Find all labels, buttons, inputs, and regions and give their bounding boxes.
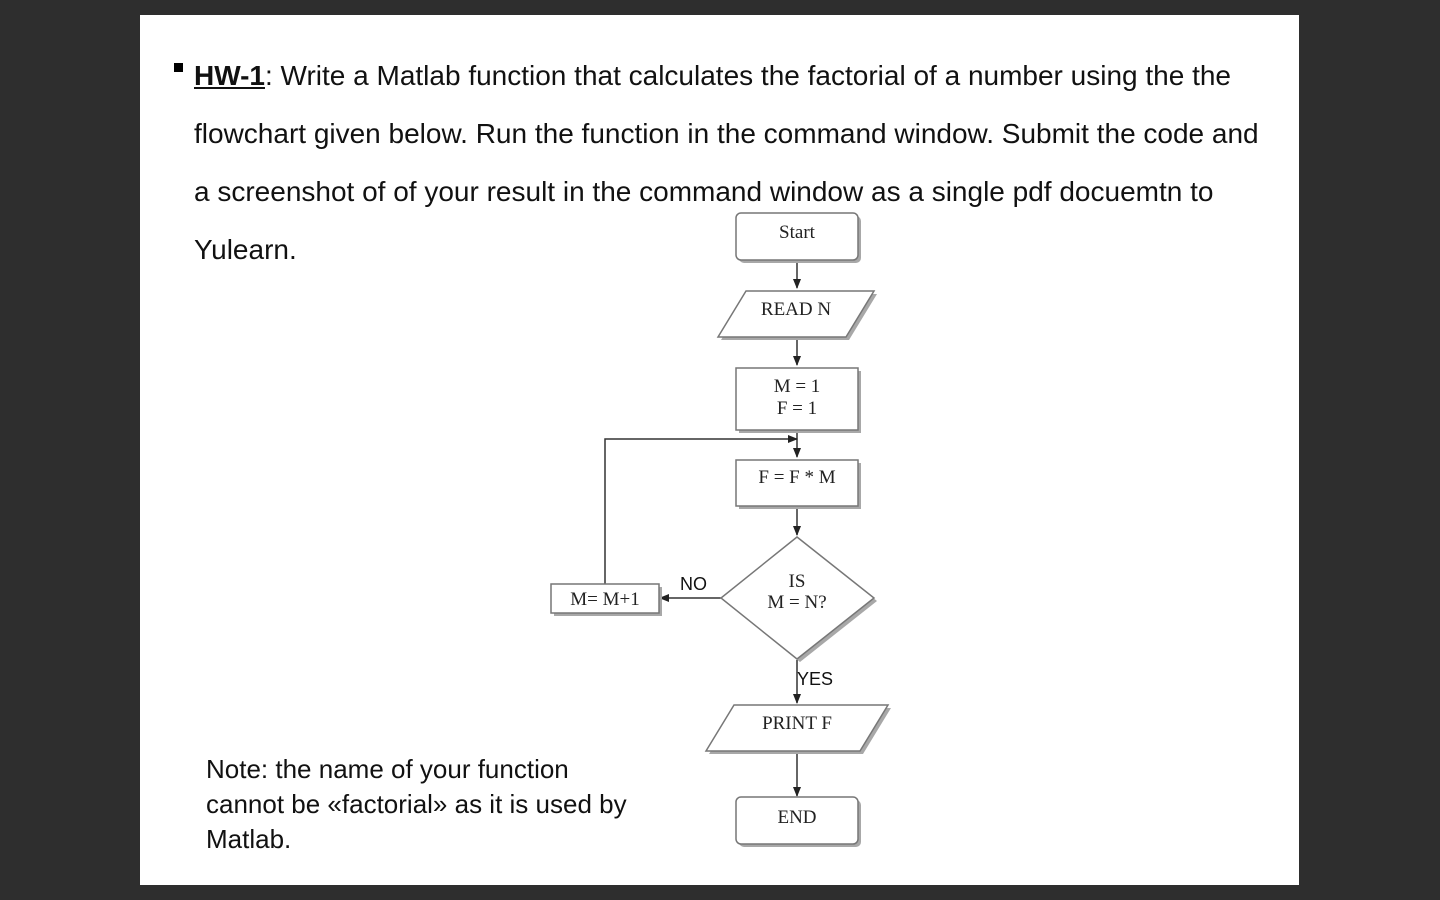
read-label: READ N bbox=[760, 299, 832, 320]
increment-node bbox=[551, 584, 662, 616]
assignment-body: : Write a Matlab function that calculates the factorial of a number using the the flowchart given below. Run the function in the command window. Submit the code and a screenshot of of your result in the command window as a single pdf docuemtn to Yulearn. bbox=[194, 60, 1259, 265]
flowchart bbox=[140, 15, 1299, 885]
slide bbox=[140, 15, 1299, 885]
no-label: NO bbox=[680, 574, 707, 594]
assignment-label: HW-1 bbox=[194, 60, 265, 91]
multiply-label: F = F * M bbox=[758, 467, 836, 488]
start-label: Start bbox=[779, 222, 815, 243]
increment-label: M= M+1 bbox=[570, 589, 640, 610]
decision-node bbox=[721, 537, 877, 662]
end-label: END bbox=[777, 807, 817, 828]
multiply-node bbox=[736, 460, 861, 509]
read-node bbox=[718, 291, 877, 340]
print-label: PRINT F bbox=[762, 713, 832, 734]
init-node bbox=[736, 368, 861, 433]
note-text: Note: the name of your function cannot be «factorial» as it is used by Matlab. bbox=[206, 754, 627, 854]
decision-label-2: M = N? bbox=[767, 592, 827, 613]
end-node bbox=[736, 797, 861, 847]
yes-label: YES bbox=[797, 669, 834, 689]
decision-label-1: IS bbox=[788, 571, 806, 592]
init-m-label: M = 1 bbox=[773, 376, 821, 397]
init-f-label: F = 1 bbox=[776, 398, 818, 419]
start-node bbox=[736, 213, 861, 263]
print-node bbox=[706, 705, 891, 754]
